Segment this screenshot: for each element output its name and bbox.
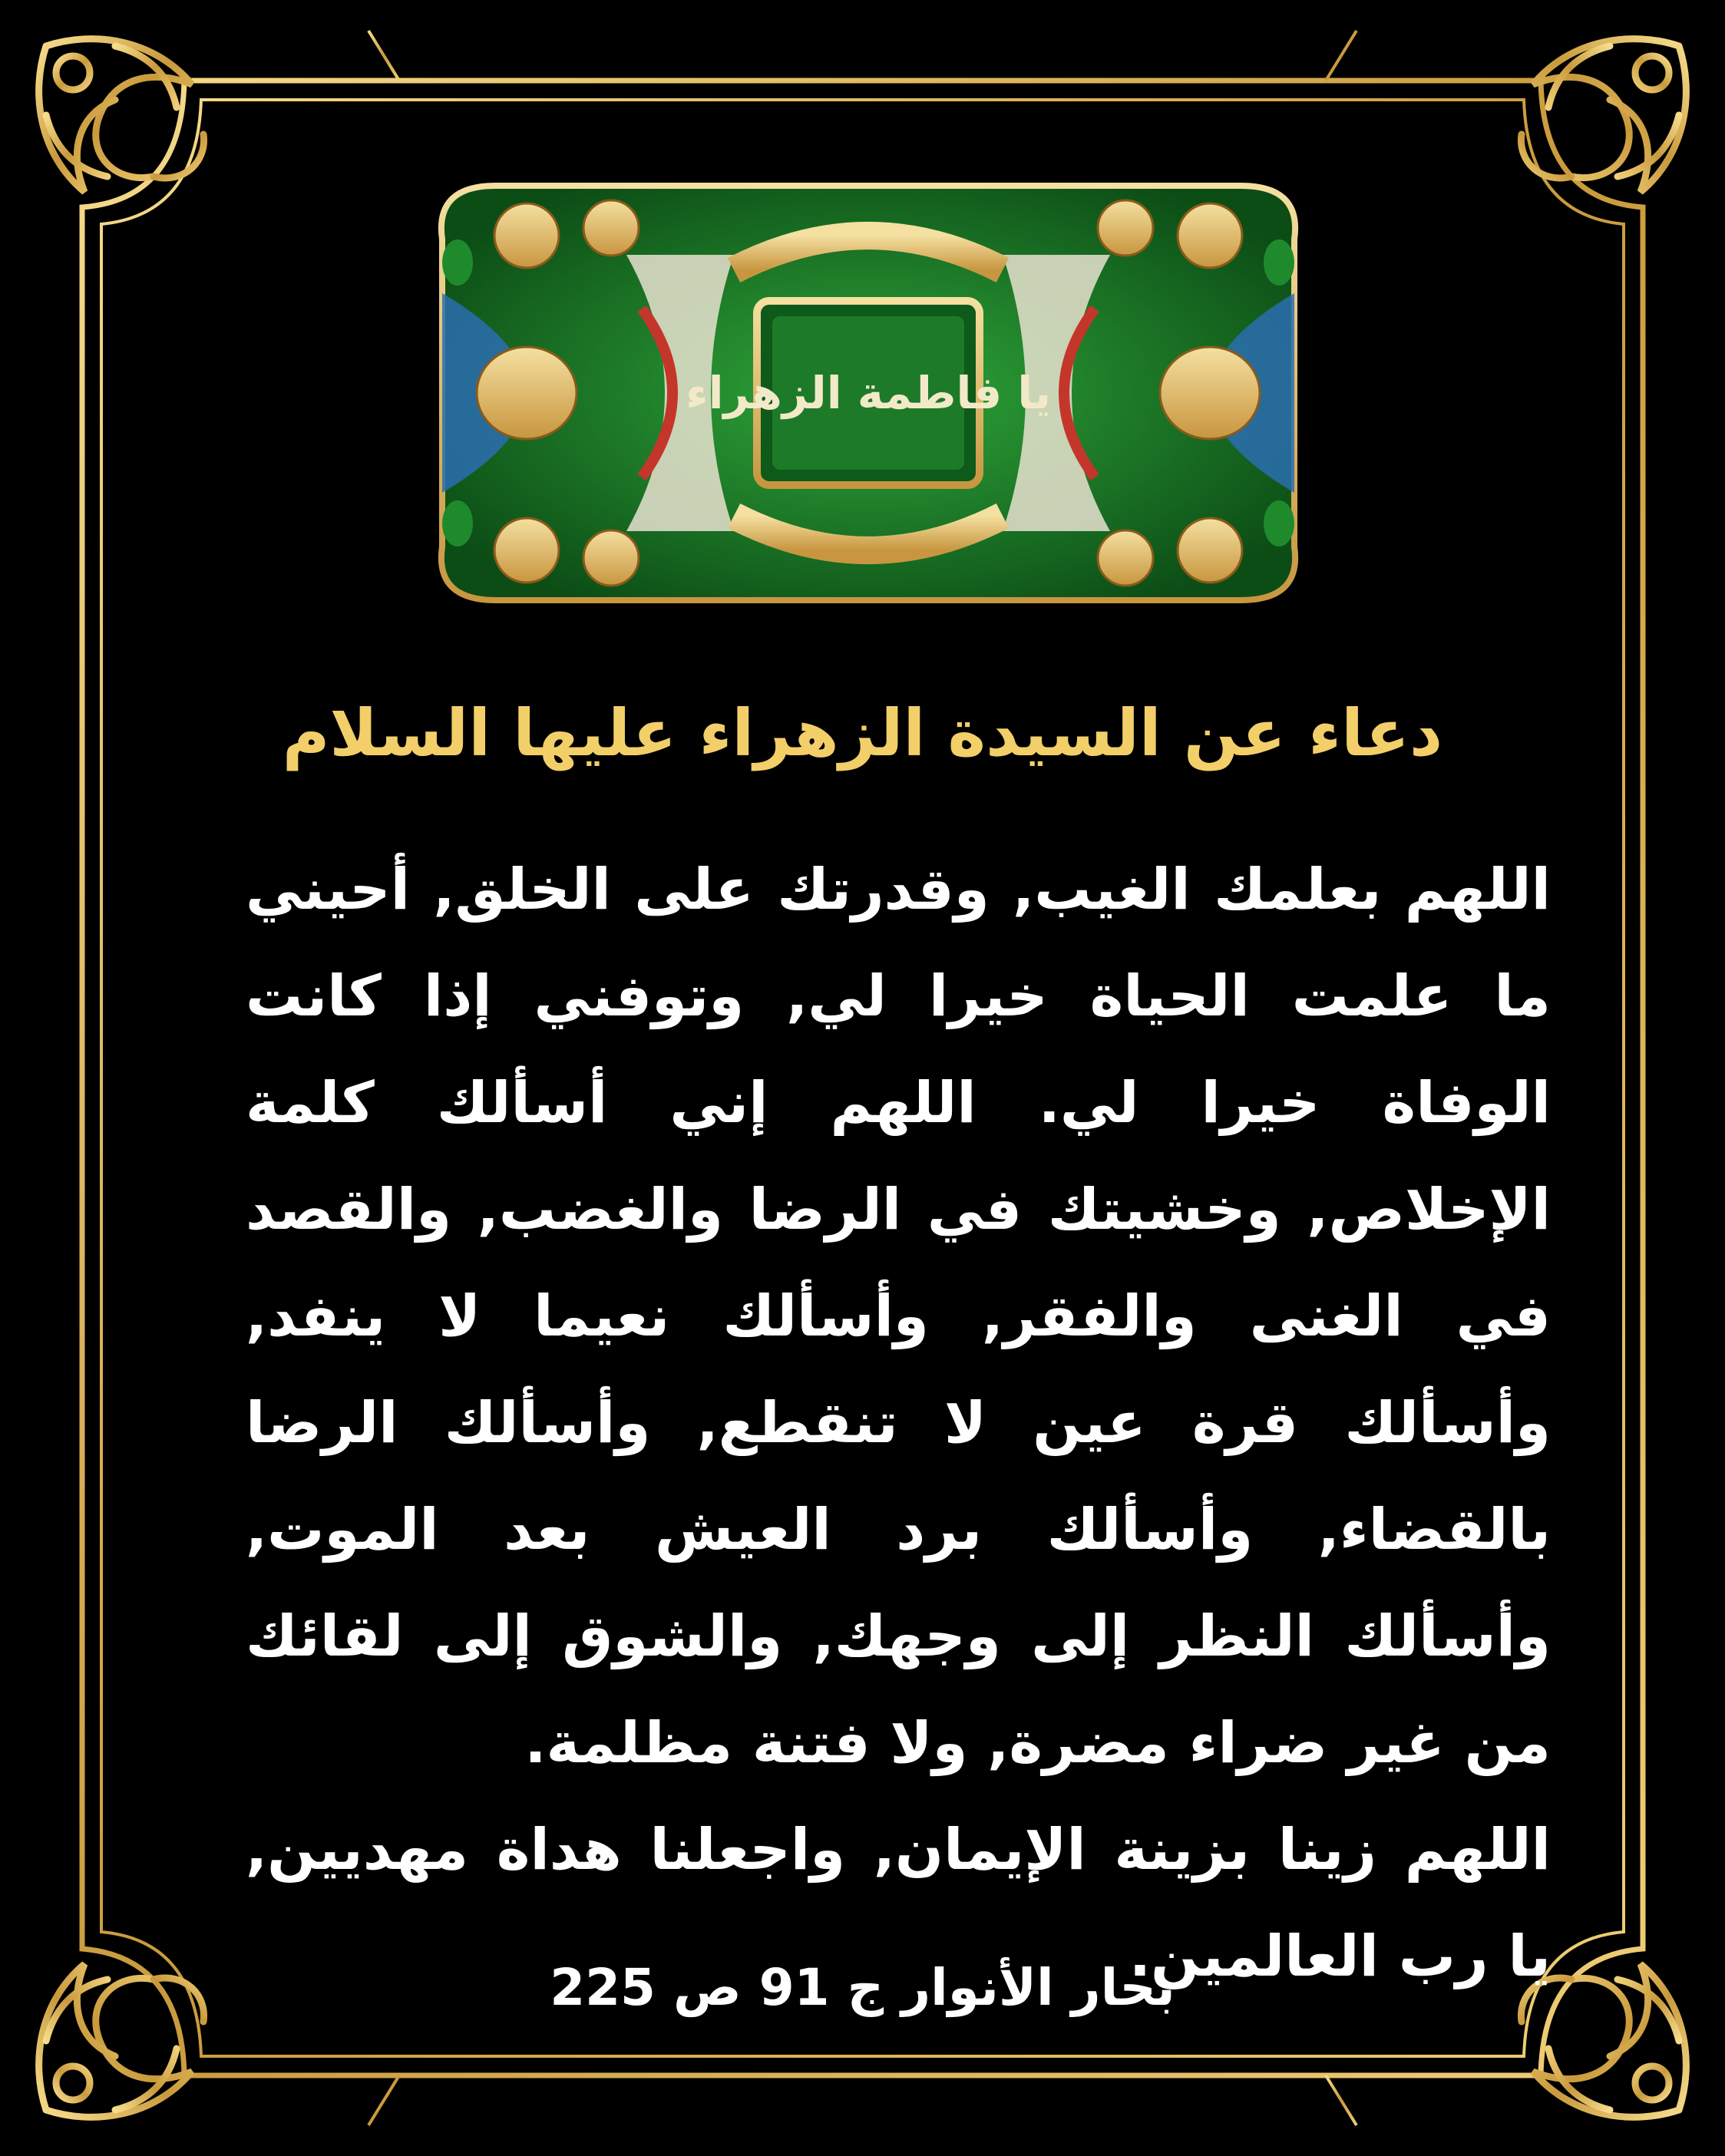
prayer-paragraph: اللهم زينا بزينة الإيمان, واجعلنا هداة مهديين, يا رب العالمين. [246, 1817, 1551, 1989]
banner-calligraphy: يا فاطمة الزهراء [686, 367, 1051, 419]
prayer-paragraph: اللهم بعلمك الغيب, وقدرتك على الخلق, أحيني ما علمت الحياة خيرا لي, وتوفني إذا كانت الوفاة خيرا لي. اللهم إني أسألك كلمة الإخلاص, وخشيتك في الرضا والغضب, والقصد في الغنى والفقر, وأسألك نعيما لا ينفد, وأسألك قرة عين لا تنقطع, وأسألك الرضا بالقضاء, وأسألك برد العيش بعد الموت, وأسألك النظر إلى وجهك, والشوق إلى لقائك من غير ضراء مضرة, ولا فتنة مظلمة. [246, 857, 1551, 1776]
source-reference: بحار الأنوار ج 91 ص 225 [550, 1958, 1175, 2017]
prayer-title: دعاء عن السيدة الزهراء عليها السلام [282, 695, 1443, 771]
prayer-text [246, 837, 1551, 2010]
calligraphy-banner-icon [411, 170, 1325, 616]
